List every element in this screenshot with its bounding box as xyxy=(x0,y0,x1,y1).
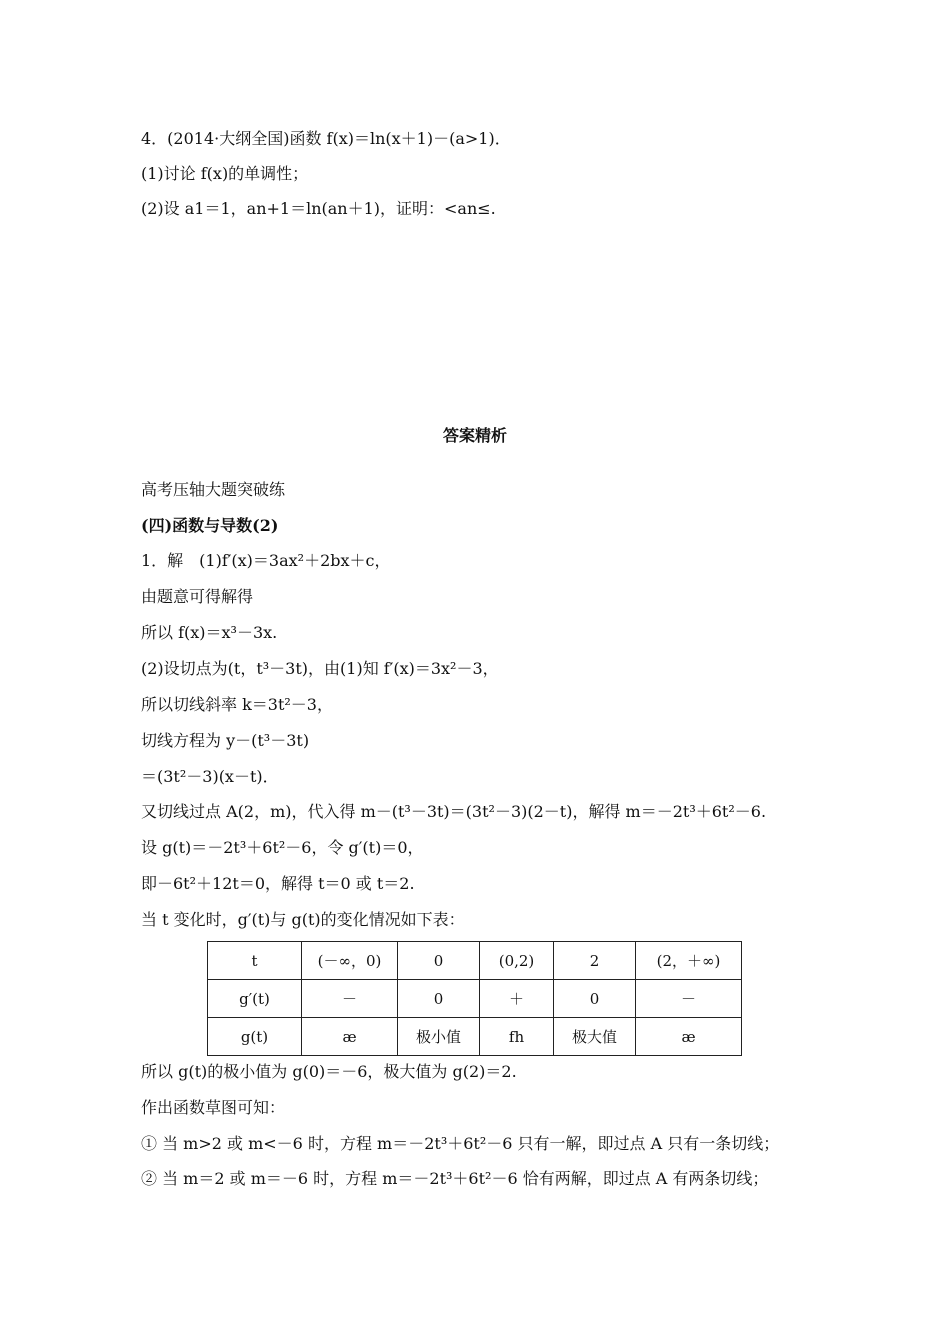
table-cell: 2 xyxy=(554,942,636,980)
solution-line: (2)设切点为(t，t³－3t)，由(1)知 f′(x)＝3x²－3， xyxy=(141,659,499,678)
table-cell: æ xyxy=(636,1018,742,1056)
solution-line: 又切线过点 A(2，m)，代入得 m－(t³－3t)＝(3t²－3)(2－t)，解得 m＝－2t³＋6t²－6. xyxy=(141,802,767,821)
table-cell: (0,2) xyxy=(480,942,554,980)
table-cell: ＋ xyxy=(480,980,554,1018)
table-cell: fh xyxy=(480,1018,554,1056)
solution-line: 1．解 (1)f′(x)＝3ax²＋2bx＋c， xyxy=(141,551,391,570)
solution-line: 所以 f(x)＝x³－3x. xyxy=(141,623,278,642)
section-heading: 高考压轴大题突破练 xyxy=(141,480,286,499)
table-cell: 极小值 xyxy=(398,1018,480,1056)
solution-line: 所以切线斜率 k＝3t²－3， xyxy=(141,695,333,714)
table-cell: (2，＋∞) xyxy=(636,942,742,980)
table-cell: 0 xyxy=(398,980,480,1018)
conclusion-line: 作出函数草图可知： xyxy=(141,1098,286,1117)
problem-4-part2: (2)设 a1＝1，an+1＝ln(an＋1)，证明：<an≤. xyxy=(141,199,496,218)
table-cell: 0 xyxy=(554,980,636,1018)
problem-4-stem: 4．(2014·大纲全国)函数 f(x)＝ln(x＋1)－(a>1)． xyxy=(141,129,511,148)
conclusion-line: ② 当 m＝2 或 m＝－6 时，方程 m＝－2t³＋6t²－6 恰有两解，即过点 A 有两条切线； xyxy=(141,1169,769,1188)
variation-table xyxy=(207,941,742,1056)
problem-4-part1: (1)讨论 f(x)的单调性； xyxy=(141,164,309,183)
table-cell: 0 xyxy=(398,942,480,980)
table-cell: － xyxy=(302,980,398,1018)
solution-line: 即－6t²＋12t＝0，解得 t＝0 或 t＝2. xyxy=(141,874,415,893)
solution-line: ＝(3t²－3)(x－t)． xyxy=(141,767,279,786)
table-cell: æ xyxy=(302,1018,398,1056)
solution-line: 设 g(t)＝－2t³＋6t²－6，令 g′(t)＝0， xyxy=(141,838,424,857)
table-cell: g(t) xyxy=(208,1018,302,1056)
table-cell: t xyxy=(208,942,302,980)
solution-line: 当 t 变化时，g′(t)与 g(t)的变化情况如下表： xyxy=(141,910,465,929)
solution-line: 由题意可得解得 xyxy=(141,587,254,606)
table-cell: g′(t) xyxy=(208,980,302,1018)
table-cell: － xyxy=(636,980,742,1018)
answer-title: 答案精析 xyxy=(442,426,507,445)
conclusion-line: ① 当 m>2 或 m<－6 时，方程 m＝－2t³＋6t²－6 只有一解，即过点 A 只有一条切线； xyxy=(141,1134,780,1153)
table-row xyxy=(208,1018,742,1056)
subsection-heading: (四)函数与导数(2) xyxy=(141,516,279,535)
conclusion-line: 所以 g(t)的极小值为 g(0)＝－6，极大值为 g(2)＝2. xyxy=(141,1062,517,1081)
table-cell: (－∞，0) xyxy=(302,942,398,980)
table-row xyxy=(208,942,742,980)
table-row xyxy=(208,980,742,1018)
table-cell: 极大值 xyxy=(554,1018,636,1056)
solution-line: 切线方程为 y－(t³－3t) xyxy=(141,731,310,750)
